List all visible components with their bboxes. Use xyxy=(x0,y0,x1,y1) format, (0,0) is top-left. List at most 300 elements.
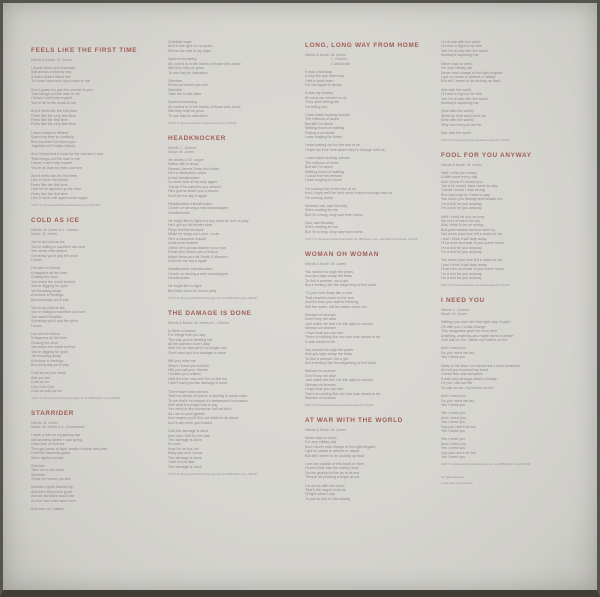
lyric-line: Starrider xyxy=(31,463,46,468)
lyric-line: So don't look at his lady again xyxy=(168,180,217,185)
lyric-line: See what the judge has to say xyxy=(168,403,218,407)
lyric-line: You never take advice xyxy=(31,249,68,254)
lyric-line: For the Apple in decay xyxy=(305,83,342,88)
lyric-stanza xyxy=(305,204,442,217)
lyric-line: Anything, anything-you might need or desire xyxy=(441,333,514,338)
lyric-line: Do you need me too xyxy=(441,350,475,355)
lyric-line: Were sighted at last xyxy=(31,455,64,460)
lyric-line: Feels like the first time xyxy=(31,191,68,196)
lyric-line: But a feeling, like the beginning of the world xyxy=(305,361,377,366)
lyric-line: Will they help us grow xyxy=(168,66,204,71)
song-title: COLD AS ICE xyxy=(31,217,80,225)
lyric-stanza xyxy=(31,88,161,106)
lyric-stanza xyxy=(168,390,301,426)
lyric-line: Starrider xyxy=(168,78,183,83)
lyric-line: (War with the world) xyxy=(441,109,474,114)
lyric-line: Well I cried for you so long xyxy=(441,214,485,219)
song-title: AT WAR WITH THE WORLD xyxy=(305,417,403,424)
song-title: THE DAMAGE IS DONE xyxy=(168,309,252,317)
lyric-line: I know I can't help myself xyxy=(31,161,73,166)
song-title: I NEED YOU xyxy=(441,297,485,305)
lyric-line: The damage is done xyxy=(168,437,202,442)
lyric-line: And maybe you'll find out what it's all about xyxy=(168,416,239,421)
lyric-stanza xyxy=(305,348,442,366)
lyric-line: I'm a fool for you anyway xyxy=(441,206,482,211)
lyric-stanza xyxy=(31,464,161,482)
song-credits xyxy=(305,53,442,66)
lyric-line: This misguided goal I've been livin' xyxy=(441,329,498,334)
lyric-line: It was very strange what a change xyxy=(441,376,497,381)
lyric-stanza xyxy=(168,79,301,97)
lyric-line: On the ground in the air or at sea xyxy=(305,470,360,475)
lyrics-column-2 xyxy=(168,40,301,479)
lyric-line: And I need you xyxy=(441,415,466,420)
lyric-line: Say you need me too xyxy=(441,424,476,429)
copyright-line: ©1977 by Somerset Music Evansongs Ltd. and WB Music Corp, ASCAP xyxy=(168,296,258,301)
lyric-line: You know your love left a mark on me xyxy=(441,258,503,263)
lyric-line: Speed increasing xyxy=(168,57,197,62)
lyric-line: When I leave you behind xyxy=(168,363,209,368)
lyric-line: Paying a penance xyxy=(305,130,335,135)
lyric-line: Yes I need you xyxy=(441,420,466,425)
lyric-line: I was longing for home xyxy=(305,178,343,183)
lyric-line: And it can drive you insane xyxy=(168,420,213,425)
lyric-line: Selling your soul ain't the right way of givin' xyxy=(441,320,512,325)
lyric-line: There is nothing like our love was meant to be xyxy=(305,391,381,396)
song-credits xyxy=(168,321,301,325)
copyright-line: ©1977 by Somerset Music Evansongs Ltd. and WB Music Corp, ASCAP xyxy=(441,462,531,467)
lyric-line: You know your love left a mark on me xyxy=(441,232,503,237)
lyric-line: Cold as cold as ice xyxy=(31,389,62,394)
lyric-line: Well I miss you honey xyxy=(441,170,477,175)
song-credits-line: Words & Music: M. Jones xyxy=(441,162,482,167)
lyric-line: I know xyxy=(31,258,42,263)
lyric-stanza xyxy=(31,131,161,149)
lyric-line: Like it never will again-never again xyxy=(31,196,88,201)
lyric-line: I'm at war with the world xyxy=(441,40,481,44)
lyric-line: I was longing for home xyxy=(305,135,343,140)
lyric-line: And then they were gone xyxy=(31,489,73,494)
lyric-line: If that's what it takes me xyxy=(31,74,71,79)
lyric-line: Will you call your friends xyxy=(168,368,208,373)
lyric-line: I'm telling you xyxy=(305,104,328,109)
song-credits xyxy=(31,421,161,430)
lyric-line: I don't think it will fade away xyxy=(441,236,487,241)
lyric-line: To put an end to this misery xyxy=(305,496,351,501)
lyric-line: But still I seem to be picking up flack xyxy=(441,79,501,84)
lyric-line: Waiting hours of waiting xyxy=(305,169,345,174)
lyric-line: Not knowing where I was going xyxy=(31,437,83,442)
lyric-stanza xyxy=(168,158,301,198)
lyric-line: Cold as ice you know xyxy=(31,371,66,376)
lyric-line: Someday you'll pay the price xyxy=(31,253,79,258)
lyric-line: But still I'm alone xyxy=(305,165,333,170)
lyric-line: I'm a fool for you anyway xyxy=(441,201,482,206)
lyric-line: I'll send fear into the enemy lines xyxy=(305,466,359,471)
lyric-line: I know I can't help myself xyxy=(31,96,73,101)
lyric-line: Don't want you-the damage is done xyxy=(168,350,226,355)
lyric-line: And it feels like the first time xyxy=(31,109,77,114)
lyric-line: But now that I've found you xyxy=(31,139,76,144)
lyric-line: Ooh Ooh Ooh xyxy=(31,384,54,389)
song-credits-line: Music: M. Jones xyxy=(441,312,467,317)
lyric-line: Celestial ways xyxy=(168,40,192,44)
lyric-line: Don't bury me alive xyxy=(305,317,337,322)
song-credits-line: Music: M. Jones & A. Greenwood xyxy=(31,425,85,430)
lyric-line: If that don't teach you a lesson xyxy=(168,250,218,255)
lyric-line: Plays behind his back xyxy=(168,227,204,232)
lyric-line: Yes I'm at war with the world xyxy=(441,96,488,101)
lyric-line: Show me where you are xyxy=(31,477,71,482)
lyric-line: You search through the years xyxy=(305,269,354,274)
lyric-line: A fortune in feelings xyxy=(31,358,64,363)
lyric-line: Feels like the very first time xyxy=(31,122,76,127)
song-credits-line: I. McDonald xyxy=(305,61,351,66)
lyric-line: Is there a reason xyxy=(168,328,196,333)
lyric-line: All control is in the hands of those who know xyxy=(168,104,241,109)
lyric-stanza xyxy=(441,88,574,106)
lyric-line: My river of tears ran dry xyxy=(441,218,480,223)
lyric-line: Yet throwing away xyxy=(31,354,61,359)
lyric-line: Headknocker-Headknocker xyxy=(168,267,213,272)
lyric-line: But someday you'll pay xyxy=(31,297,69,302)
lyric-line: I am the captain of this body of mine xyxy=(305,461,365,466)
lyric-line: Now I'm on the run xyxy=(168,446,199,451)
lyrics-column-3 xyxy=(305,42,442,505)
lyric-line: All the games I won't play xyxy=(168,341,210,346)
lyric-line: And you wipe away the tears xyxy=(305,274,353,279)
song-credits-line: Words: M. Jones xyxy=(31,421,58,425)
lyric-line: Headknocker-Headknocker xyxy=(168,201,213,206)
lyric-line: That reaches down to the sea xyxy=(305,295,354,300)
lyric-line: All control is in the hands of those who know xyxy=(168,61,241,66)
lyric-line: She's waiting for me xyxy=(305,208,339,213)
lyric-line: I hope that you can see xyxy=(305,387,344,392)
lyric-line: To one day be starriders xyxy=(168,113,208,118)
lyric-line: It was my destiny xyxy=(305,91,334,96)
lyric-line: I'll sit here and wait 'til you come home xyxy=(441,241,504,246)
lyric-line: And it feels like the first time xyxy=(31,173,77,178)
lyric-line: What do they want from me xyxy=(441,113,487,118)
lyric-line: I got no castle to defend or attack xyxy=(305,449,360,454)
lyric-line: That brings out the man in me xyxy=(31,91,80,96)
copyright-line: ©1977 by Somerset Music and Evansongs Ltd, ASCAP xyxy=(168,120,237,125)
lyric-line: You need to find someone half as blind xyxy=(168,407,232,412)
song-credits xyxy=(441,308,574,317)
lyric-line: And I know that it must be the woman in you xyxy=(31,152,104,157)
song-title: STARRIDER xyxy=(31,410,75,417)
lyric-line: There is nothing like our love was meant to be xyxy=(305,335,381,340)
lyric-line: that you are xyxy=(31,375,51,380)
lyric-stanza xyxy=(168,267,301,280)
lyric-line: He's gonna teach you a lesson xyxy=(168,189,219,194)
lyric-line: You search through the years xyxy=(305,347,354,352)
lyric-line: To show how much you mean to me xyxy=(31,79,90,84)
lyric-line: And I guess it's just the woman in you xyxy=(31,87,93,92)
lyric-line: Do you need me too xyxy=(441,398,475,403)
lyric-stanza xyxy=(441,109,574,127)
lyric-line: You're as cold as ice xyxy=(31,240,65,245)
lyric-line: Yes I need you xyxy=(441,455,466,460)
lyric-stanza xyxy=(305,291,442,309)
lyric-line: You're willing to sacrifice our love xyxy=(31,244,86,249)
lyric-line: They were telling me xyxy=(305,100,340,105)
song-credits xyxy=(305,262,442,266)
lyric-stanza xyxy=(441,40,574,58)
lyric-line: Nobody's capturing me xyxy=(441,101,479,106)
lyric-line: I'm a fool for you anyway xyxy=(441,271,482,276)
lyric-line: I'll have to fight to be free xyxy=(441,44,483,49)
song-credits-line: Words & Music: M. Jones xyxy=(305,261,346,266)
lyric-line: But I'm a long, long way from home xyxy=(305,212,363,217)
lyric-line: Oh with you I could change xyxy=(441,324,486,329)
lyric-stanza xyxy=(31,306,161,328)
song-credits-line: Words: L. Gramm xyxy=(168,145,197,150)
lyric-line: Woman oh woman xyxy=(305,396,336,401)
lyric-line: I loved this new sensation xyxy=(441,372,484,377)
lyric-line: A little more every day xyxy=(441,175,478,180)
lyric-line: I'll have to fight to be free xyxy=(441,92,483,97)
lyric-line: I'll sit here and wait 'til you come home xyxy=(441,267,504,272)
lyric-line: He might like to fight xyxy=(168,284,202,289)
lyric-stanza xyxy=(31,371,161,393)
lyric-line: I feel it's too late xyxy=(168,460,195,465)
lyric-stanza xyxy=(31,485,161,503)
lyric-line: Starrider xyxy=(168,87,183,92)
lyric-line: A day like any other day xyxy=(305,74,345,79)
lyric-stanza xyxy=(305,270,442,288)
lyric-line: Yet throwing away xyxy=(31,288,61,293)
lyric-line: I would climb any mountain xyxy=(31,65,76,70)
lyric-line: So call on me, my heart's on fire xyxy=(441,385,494,390)
lyric-line: Take me to the stars xyxy=(31,468,65,473)
lyric-line: But still I'm alone xyxy=(305,121,333,126)
lyric-line: And I never took charge of the light brigade xyxy=(305,444,376,449)
footer-line: Lyrics used by permission xyxy=(441,480,474,485)
lyrics-column-1 xyxy=(31,47,161,515)
lyric-line: There have been rumors xyxy=(168,389,209,394)
song-credits-line: Words: M. Jones & L. Gramm xyxy=(31,228,79,233)
lyric-line: And I need you xyxy=(441,394,466,399)
lyric-stanza xyxy=(305,436,442,458)
lyric-line: Don't let me say it again xyxy=(168,193,208,198)
lyric-stanza xyxy=(31,507,161,511)
lyric-line: But someday you'll pay xyxy=(31,363,69,368)
lyric-line: But a feeling, like the beginning of the world xyxy=(305,283,377,287)
lyric-line: Baby you and I know xyxy=(168,451,203,456)
lyric-line: I treated you unkind xyxy=(168,372,201,377)
lyric-stanza xyxy=(441,437,574,459)
lyric-line: And you wipe away the tears xyxy=(305,352,353,357)
lyric-line: Together we'll make history xyxy=(31,144,76,149)
lyrics-column-4 xyxy=(441,40,574,487)
lyric-line: I could feel the tension xyxy=(305,173,342,178)
lyric-line: I've seen it before xyxy=(31,331,60,336)
lyric-line: A fortune in feelings xyxy=(31,293,64,298)
lyric-line: To me that's no reason-it's tantamount to treason xyxy=(168,398,248,403)
lyric-line: As I am to your games xyxy=(168,411,205,416)
song-credits xyxy=(168,146,301,155)
lyric-stanza xyxy=(441,62,574,84)
lyric-line: Comin' on strong-a real showstopper xyxy=(168,271,229,276)
lyric-line: Don't let me say it again xyxy=(168,259,208,263)
lyric-stanza xyxy=(441,346,574,359)
lyric-line: Like it never did before xyxy=(31,178,69,183)
lyric-line: Speed increasing xyxy=(168,100,197,105)
lyric-line: Never had no need xyxy=(305,435,337,440)
lyric-line: It's what we needed to do xyxy=(305,95,347,100)
lyric-line: He's got an old fender strat xyxy=(168,223,213,228)
song-credits xyxy=(31,228,161,237)
lyric-stanza xyxy=(31,66,161,84)
lyric-line: 'Cause if he catches you messin' xyxy=(168,184,222,189)
copyright-line: ©1977 by Somerset Music and Evansongs Ltd, ASCAP xyxy=(31,203,100,208)
lyric-line: To find a woman, not a girl xyxy=(305,278,349,283)
lyric-line: For any military aid xyxy=(305,440,337,445)
lyric-line: Take me to the stars xyxy=(168,92,202,97)
song-title: WOMAN OH WOMAN xyxy=(305,250,380,258)
lyric-line: You're digging for gold xyxy=(31,349,68,354)
copyright-line: ©1977 by Somerset Music and Evansongs Ltd, ASCAP xyxy=(305,403,374,408)
lyric-line: Yes I need you xyxy=(441,403,466,407)
lyric-line: Comin' on strong-a real showstopper xyxy=(168,206,229,211)
song-credits xyxy=(441,163,574,167)
lyric-line: Just call on me, 'cause my heart's on fire xyxy=(441,338,508,343)
lyric-line: You're digging for gold xyxy=(31,284,68,289)
lyric-line: Through years of light, lands of future and past, xyxy=(31,446,109,451)
lyric-line: Sail across a stormy sea xyxy=(31,70,72,75)
song-title: HEADKNOCKER xyxy=(168,134,227,142)
lyric-stanza xyxy=(441,364,574,391)
lyric-line: He's a dedicated rocker xyxy=(168,171,207,176)
lyric-line: It happens all the time xyxy=(31,270,68,275)
lyric-stanza xyxy=(168,219,301,264)
lyric-stanza xyxy=(31,266,161,302)
lyric-line: And ever on I sailed xyxy=(31,507,64,512)
lyric-line: Northern lights flashed by xyxy=(31,485,73,490)
lyric-line: Well it's too late-we're no longer one xyxy=(168,346,228,351)
lyric-line: I've seen it before xyxy=(31,266,60,271)
lyric-line: Someday you'll pay the price xyxy=(31,319,79,324)
lyric-line: I stole a ride on a passing star xyxy=(31,433,81,438)
lyric-line: That my sense of humor is lacking in some ways xyxy=(168,394,248,399)
lyric-line: But still I seem to be picking up flack xyxy=(305,453,365,458)
lyric-line: I hope that you can see xyxy=(305,330,344,335)
lyric-line: For things that you say xyxy=(168,333,206,338)
song-credits-line: L. Gramm, xyxy=(305,57,348,62)
song-title: FEELS LIKE THE FIRST TIME xyxy=(31,47,138,54)
lyric-line: A barroom brawler xyxy=(168,241,199,246)
lyric-line: But grew weaker as time went by xyxy=(441,227,496,232)
lyric-line: Well it's over now and I'm on the run xyxy=(168,376,228,381)
lyric-line: And now I feel it's too late xyxy=(168,433,210,438)
lyric-line: Why don't they let me be xyxy=(441,122,482,127)
song-credits xyxy=(305,428,442,432)
song-credits-line: Music: M. Jones xyxy=(168,149,194,154)
lyric-line: And I tried to be so strong xyxy=(441,223,484,228)
lyric-line: He's a backseat mauler xyxy=(168,236,207,241)
lyric-line: I left a small town xyxy=(305,78,334,83)
lyric-line: She's waiting for me xyxy=(305,225,339,230)
lyric-line: Of you I did not tire xyxy=(441,381,473,386)
lyric-line: But I'm a long, long way from home xyxy=(305,229,363,234)
lyric-line: I know xyxy=(31,323,42,328)
lyric-line: I have waited a lifetime xyxy=(31,130,69,135)
lyric-line: A real headknocker xyxy=(168,175,200,180)
lyric-line: (War with the world) xyxy=(441,118,474,123)
lyric-stanza xyxy=(31,240,161,262)
lyric-stanza xyxy=(168,284,301,293)
lyric-line: And in the light of my years xyxy=(168,44,213,49)
lyric-line: Will they help us grow xyxy=(168,109,204,114)
lyric-line: It's over xyxy=(168,442,181,447)
lyric-line: 'Cause I know I was wrong xyxy=(441,188,485,193)
lyric-line: Woman oh woman xyxy=(305,312,336,317)
lyric-line: I hope we'll be here when they're through with us xyxy=(305,147,385,152)
lyric-line: And I need you xyxy=(441,441,466,446)
lyric-stanza xyxy=(168,57,301,75)
lyric-line: I was looking out for the two of us xyxy=(305,143,360,148)
lyric-stanza xyxy=(168,202,301,215)
lyric-line: Nobody's capturing me xyxy=(441,53,479,58)
song-credits-line: Music: M. Jones xyxy=(31,232,57,237)
lyric-line: Yes I need you xyxy=(441,355,466,360)
lyric-line: You're all that my eyes can see xyxy=(31,165,82,170)
copyright-line: ©1977 by Somerset Music and Evansongs Ltd, ASCAP xyxy=(441,283,510,288)
lyric-line: Yes I'm at war with the world xyxy=(441,48,488,53)
lyric-stanza xyxy=(305,484,442,502)
lyric-line: Cold as ice xyxy=(31,380,50,385)
lyric-line: Show me where you are xyxy=(168,83,208,88)
lyric-line: Feels like the very first time xyxy=(31,113,76,118)
lyric-line: I don't want you-the damage is done xyxy=(168,381,228,386)
lyric-line: Yes I need you xyxy=(441,411,466,416)
lyric-line: You're all in the world to me xyxy=(31,100,77,105)
lyric-line: War with the world xyxy=(441,87,472,92)
lyric-line: And I hope we'll be here when they're through with us xyxy=(305,191,393,196)
lyric-line: I'm looking out for the two of us xyxy=(305,186,356,191)
lyric-line: The millions of faces xyxy=(305,117,339,122)
sheet-footer xyxy=(441,476,574,485)
lyric-line: You'd be comin' back home to stay xyxy=(441,184,498,188)
lyric-line: And it's then you start to thinking xyxy=(305,300,359,305)
lyric-stanza xyxy=(305,91,442,109)
lyric-stanza xyxy=(168,329,301,356)
lyric-line: Swears James Dean isn't dead xyxy=(168,166,219,171)
lyric-line: Feels like the first time xyxy=(31,118,68,123)
lyric-stanza xyxy=(441,394,574,407)
lyric-stanza xyxy=(441,215,574,255)
lyric-line: That brings out the man in me xyxy=(31,156,80,161)
lyric-stanza xyxy=(31,109,161,127)
lyric-line: Starrider xyxy=(31,472,46,477)
lyric-line: Waiting hours of waiting xyxy=(305,126,345,131)
lyric-stanza xyxy=(31,152,161,170)
lyric-line: Closing the door xyxy=(31,275,58,280)
lyric-stanza xyxy=(441,171,574,211)
lyric-line: Feels like the first time xyxy=(31,182,68,187)
lyric-line: And as old stars would die xyxy=(31,494,75,499)
lyric-stanza xyxy=(441,131,574,135)
lyric-line: Just make me feel I've the right to survive xyxy=(305,321,373,326)
footer-line: All rights reserved xyxy=(441,474,464,479)
song-title: FOOL FOR YOU ANYWAY xyxy=(441,151,532,159)
lyric-stanza xyxy=(168,429,301,469)
lyric-line: And I need you xyxy=(441,346,466,351)
lyric-line: You want Paradise xyxy=(31,314,62,319)
lyric-line: But how long do I have to pay xyxy=(441,192,490,197)
lyric-stanza xyxy=(31,332,161,368)
